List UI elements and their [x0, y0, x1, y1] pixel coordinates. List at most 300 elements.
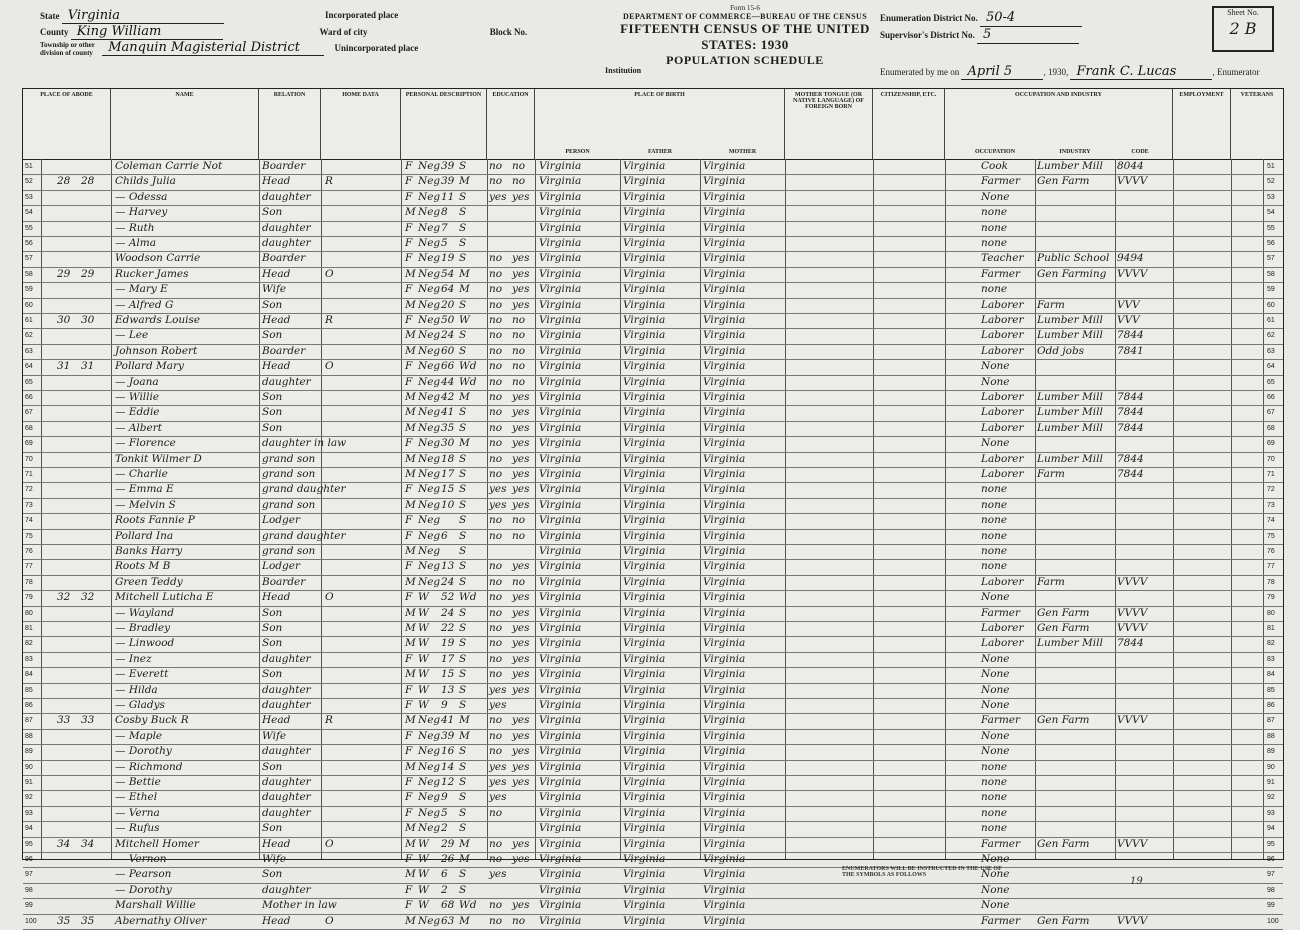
person-name: Pollard Mary [115, 360, 184, 373]
line-number-left: 65 [25, 378, 33, 386]
school-cell: no [489, 914, 503, 927]
race-cell: Neg [418, 406, 441, 419]
sex-cell: F [405, 652, 413, 665]
birthplace-person: Virginia [539, 375, 582, 388]
dwelling-number [57, 606, 77, 621]
line-number-left: 53 [25, 193, 33, 201]
age-cell [441, 513, 457, 528]
marital-cell: Wd [459, 375, 477, 388]
footer-stamp: 19 [1130, 876, 1143, 887]
occupation-cell: Laborer [981, 421, 1024, 434]
birthplace-father: Virginia [623, 529, 666, 542]
occupation-cell: None [981, 591, 1010, 604]
line-number: 53 [1267, 193, 1275, 201]
table-row [23, 390, 1283, 406]
school-cell: yes [489, 699, 507, 711]
relation-cell: Mother in law [262, 899, 337, 912]
race-cell: Neg [418, 160, 441, 172]
school-cell: no [489, 391, 503, 403]
race-cell: Neg [418, 514, 441, 527]
race-cell: Neg [418, 190, 441, 203]
marital-cell: S [459, 776, 467, 788]
sex-cell: M [405, 760, 416, 773]
home-tenure [325, 390, 339, 405]
home-tenure [325, 729, 339, 744]
school-cell: no [489, 637, 503, 650]
sex-cell: M [405, 498, 416, 511]
age-cell: 29 [441, 837, 455, 850]
school-cell: no [489, 468, 503, 480]
person-name: — Willie [115, 391, 160, 403]
marital-cell: S [459, 190, 467, 203]
line-number: 67 [1267, 409, 1275, 417]
marital-cell: M [459, 914, 470, 927]
person-name: Roots M B [115, 560, 171, 573]
line-number: 65 [1267, 378, 1275, 386]
person-name: — Eddie [115, 406, 160, 419]
marital-cell: S [459, 806, 467, 819]
line-number-left: 79 [25, 594, 33, 602]
line-number-left: 77 [25, 563, 33, 571]
code-cell: VVVV [1117, 622, 1148, 634]
line-number: 74 [1267, 517, 1275, 525]
dwelling-number [57, 405, 77, 420]
table-row [23, 421, 1283, 437]
relation-cell: Son [262, 606, 283, 619]
table-row [23, 467, 1283, 483]
read-cell: no [512, 160, 526, 172]
industry-cell [1037, 898, 1115, 913]
industry-cell [1037, 375, 1115, 390]
dwelling-number: 35 [57, 914, 71, 927]
race-cell: W [418, 853, 429, 865]
home-tenure [325, 205, 339, 220]
race-cell: Neg [418, 298, 441, 311]
person-name: — Pearson [115, 868, 172, 881]
code-cell: VVVV [1117, 175, 1148, 188]
read-cell [512, 205, 534, 220]
race-cell: W [418, 668, 429, 681]
family-number [81, 744, 101, 759]
family-number [81, 436, 101, 451]
birthplace-mother: Virginia [703, 545, 746, 557]
line-number-left: 56 [25, 240, 33, 247]
school-cell: no [489, 853, 503, 865]
home-tenure [325, 898, 339, 913]
birthplace-mother: Virginia [703, 344, 746, 357]
line-number-left: 93 [25, 809, 33, 817]
race-cell: Neg [418, 206, 441, 219]
person-name: — Alfred G [115, 298, 174, 311]
occupation-cell: Cook [981, 160, 1009, 172]
person-name: — Charlie [115, 468, 168, 480]
line-number-left: 96 [25, 856, 33, 863]
line-number-left: 95 [25, 840, 33, 848]
code-cell: 8044 [1117, 160, 1144, 172]
sex-cell: F [405, 560, 413, 573]
relation-cell: daughter in law [262, 437, 347, 450]
line-number: 79 [1267, 594, 1275, 602]
dwelling-number: 34 [57, 837, 71, 850]
line-number: 63 [1267, 347, 1275, 355]
line-number-left: 67 [25, 409, 33, 417]
col-mother-tongue: MOTHER TONGUE (OR NATIVE LANGUAGE) OF FOREIGN BORN [785, 89, 873, 159]
family-number [81, 898, 101, 913]
age-cell: 54 [441, 267, 455, 280]
industry-cell: Gen Farm [1037, 606, 1090, 619]
table-row [23, 159, 1283, 175]
relation-cell: grand daughter [262, 483, 346, 496]
marital-cell: S [459, 699, 467, 711]
age-cell: 68 [441, 899, 455, 912]
birthplace-mother: Virginia [703, 406, 746, 419]
sex-cell: M [405, 868, 416, 881]
line-number: 55 [1267, 224, 1275, 232]
school-cell: no [489, 714, 503, 727]
line-number: 91 [1267, 779, 1275, 786]
read-cell [512, 544, 534, 559]
birthplace-person: Virginia [539, 591, 582, 604]
read-cell: yes [512, 483, 530, 496]
occupation-industry-title: OCCUPATION AND INDUSTRY [1015, 92, 1102, 98]
dwelling-number [57, 344, 77, 359]
industry-cell: Farm [1037, 468, 1065, 480]
person-name: — Albert [115, 421, 162, 434]
relation-cell: Wife [262, 729, 287, 742]
birthplace-mother: Virginia [703, 837, 746, 850]
line-number-left: 85 [25, 686, 33, 694]
birthplace-father: Virginia [623, 267, 666, 280]
dwelling-number [57, 667, 77, 682]
dwelling-number: 33 [57, 714, 71, 727]
age-cell: 50 [441, 314, 455, 326]
census-title: FIFTEENTH CENSUS OF THE UNITED STATES: 1930 [620, 21, 870, 52]
sex-cell: F [405, 175, 413, 188]
person-name: Pollard Ina [115, 529, 174, 542]
birthplace-mother: Virginia [703, 329, 746, 342]
read-cell: no [512, 375, 526, 388]
read-cell: yes [512, 391, 530, 403]
birthplace-person: Virginia [539, 514, 582, 527]
marital-cell: M [459, 437, 470, 450]
dwelling-number [57, 760, 77, 775]
relation-cell: Head [262, 914, 291, 927]
home-tenure [325, 636, 339, 651]
race-cell: Neg [418, 729, 441, 742]
code-cell [1117, 205, 1157, 220]
school-cell: no [489, 160, 503, 172]
person-name: Edwards Louise [115, 314, 201, 326]
birthplace-person: Virginia [539, 668, 582, 681]
home-tenure [325, 744, 339, 759]
birthplace-person: Virginia [539, 575, 582, 588]
family-number [81, 775, 101, 790]
line-number-left: 92 [25, 794, 33, 802]
col-employment: EMPLOYMENT [1173, 89, 1231, 159]
race-cell: Neg [418, 437, 441, 450]
industry-cell: Lumber Mill [1037, 391, 1103, 403]
marital-cell: S [459, 622, 467, 634]
occupation-cell: Laborer [981, 622, 1024, 634]
marital-cell: S [459, 883, 467, 896]
dwelling-number [57, 251, 77, 266]
age-cell: 16 [441, 745, 455, 758]
marital-cell: M [459, 267, 470, 280]
family-number [81, 205, 101, 220]
birthplace-person: Virginia [539, 699, 582, 711]
race-cell: Neg [418, 714, 441, 727]
header-right [880, 10, 1210, 44]
code-cell: 7844 [1117, 637, 1144, 650]
subhead-industry: INDUSTRY [1059, 149, 1091, 155]
table-row [23, 621, 1283, 637]
county-value: King William [71, 24, 223, 40]
age-cell: 22 [441, 622, 455, 634]
birthplace-mother: Virginia [703, 421, 746, 434]
birthplace-father: Virginia [623, 391, 666, 403]
industry-cell [1037, 282, 1115, 297]
home-tenure [325, 775, 339, 790]
occupation-cell: Laborer [981, 329, 1024, 342]
birthplace-father: Virginia [623, 498, 666, 511]
line-number-left: 99 [25, 902, 33, 910]
person-name: — Maple [115, 729, 163, 742]
line-number-left: 94 [25, 825, 33, 833]
read-cell: yes [512, 760, 530, 773]
code-cell [1117, 667, 1157, 682]
birthplace-father: Virginia [623, 375, 666, 388]
occupation-cell: None [981, 853, 1010, 865]
birthplace-person: Virginia [539, 468, 582, 480]
industry-cell [1037, 544, 1115, 559]
birthplace-father: Virginia [623, 591, 666, 604]
relation-cell: Son [262, 406, 283, 419]
read-cell: yes [512, 283, 530, 296]
code-cell [1117, 482, 1157, 497]
age-cell: 6 [441, 529, 448, 542]
supervisor-value: 5 [977, 27, 1079, 44]
subhead-father: FATHER [647, 149, 673, 155]
age-cell: 19 [441, 252, 455, 265]
home-tenure: O [325, 360, 334, 373]
line-number: 85 [1267, 686, 1275, 694]
school-cell: yes [489, 868, 507, 881]
age-cell: 6 [441, 868, 448, 881]
birthplace-father: Virginia [623, 853, 666, 865]
birthplace-father: Virginia [623, 452, 666, 465]
line-number: 69 [1267, 440, 1275, 448]
table-row [23, 790, 1283, 806]
birthplace-father: Virginia [623, 899, 666, 912]
birthplace-mother: Virginia [703, 437, 746, 450]
age-cell: 35 [441, 421, 455, 434]
marital-cell: S [459, 421, 467, 434]
dwelling-number: 31 [57, 360, 71, 373]
table-row [23, 575, 1283, 591]
sheet-number-box [1212, 6, 1274, 52]
age-cell: 19 [441, 637, 455, 650]
line-number: 90 [1267, 763, 1275, 771]
school-cell: no [489, 606, 503, 619]
occupation-cell: None [981, 375, 1010, 388]
read-cell: no [512, 329, 526, 342]
occupation-cell: Farmer [981, 606, 1021, 619]
header-left [40, 8, 600, 57]
school-cell: no [489, 406, 503, 419]
marital-cell: S [459, 560, 467, 573]
industry-cell [1037, 236, 1115, 251]
line-number-left: 66 [25, 394, 33, 401]
table-row [23, 498, 1283, 514]
marital-cell: S [459, 298, 467, 311]
sex-cell: M [405, 622, 416, 634]
place-of-birth-title: PLACE OF BIRTH [634, 92, 685, 98]
school-cell: no [489, 360, 503, 373]
dwelling-number [57, 221, 77, 236]
person-name: Marshall Willie [115, 899, 196, 912]
sex-cell: F [405, 699, 413, 711]
family-number [81, 652, 101, 667]
code-cell [1117, 559, 1157, 574]
line-number: 73 [1267, 501, 1275, 509]
sex-cell: M [405, 406, 416, 419]
birthplace-mother: Virginia [703, 622, 746, 634]
sex-cell: F [405, 437, 413, 450]
race-cell: Neg [418, 468, 441, 480]
race-cell: Neg [418, 175, 441, 188]
relation-cell: daughter [262, 776, 311, 788]
dwelling-number: 30 [57, 314, 71, 326]
relation-cell: Boarder [262, 575, 306, 588]
marital-cell: M [459, 391, 470, 403]
sex-cell: F [405, 591, 413, 604]
family-number [81, 544, 101, 559]
birthplace-father: Virginia [623, 776, 666, 788]
line-number: 64 [1267, 363, 1275, 371]
dwelling-number [57, 467, 77, 482]
age-cell: 10 [441, 498, 455, 511]
birthplace-person: Virginia [539, 868, 582, 881]
birthplace-mother: Virginia [703, 822, 746, 835]
table-row [23, 606, 1283, 622]
read-cell: yes [512, 498, 530, 511]
person-name: — Vernon [115, 853, 167, 865]
home-tenure [325, 606, 339, 621]
footer-instructions [22, 862, 1282, 892]
home-tenure [325, 529, 339, 544]
home-tenure [325, 344, 339, 359]
school-cell: no [489, 745, 503, 758]
birthplace-father: Virginia [623, 914, 666, 927]
relation-cell: daughter [262, 791, 311, 804]
code-cell: VVVV [1117, 606, 1148, 619]
read-cell: yes [512, 837, 530, 850]
line-number: 94 [1267, 825, 1275, 833]
table-row [23, 236, 1283, 252]
dwelling-number [57, 282, 77, 297]
birthplace-mother: Virginia [703, 206, 746, 219]
birthplace-father: Virginia [623, 637, 666, 650]
birthplace-mother: Virginia [703, 221, 746, 234]
school-cell: yes [489, 776, 507, 788]
dwelling-number [57, 744, 77, 759]
age-cell: 2 [441, 822, 448, 835]
code-cell: 7844 [1117, 421, 1144, 434]
line-number-left: 55 [25, 224, 33, 232]
school-cell [489, 221, 511, 236]
table-row [23, 698, 1283, 714]
birthplace-person: Virginia [539, 822, 582, 835]
race-cell: Neg [418, 822, 441, 835]
line-number-left: 86 [25, 702, 33, 709]
code-cell [1117, 806, 1157, 821]
age-cell: 41 [441, 406, 455, 419]
school-cell: yes [489, 190, 507, 203]
birthplace-mother: Virginia [703, 391, 746, 403]
birthplace-person: Virginia [539, 806, 582, 819]
birthplace-mother: Virginia [703, 529, 746, 542]
table-row [23, 636, 1283, 652]
col-name: NAME [111, 89, 259, 159]
school-cell: yes [489, 498, 507, 511]
home-tenure [325, 221, 339, 236]
enumerated-date: April 5 [961, 64, 1043, 80]
birthplace-father: Virginia [623, 622, 666, 634]
industry-cell [1037, 775, 1115, 790]
sex-cell: F [405, 791, 413, 804]
birthplace-person: Virginia [539, 545, 582, 557]
read-cell: yes [512, 190, 530, 203]
relation-cell: Lodger [262, 560, 300, 573]
line-number-left: 88 [25, 732, 33, 740]
relation-cell: Boarder [262, 252, 306, 265]
person-name: — Inez [115, 652, 152, 665]
sex-cell: M [405, 606, 416, 619]
relation-cell: Son [262, 668, 283, 681]
line-number: 57 [1267, 255, 1275, 263]
line-number-left: 72 [25, 486, 33, 494]
person-name: Green Teddy [115, 575, 183, 588]
school-cell: no [489, 560, 503, 573]
home-tenure [325, 806, 339, 821]
birthplace-mother: Virginia [703, 468, 746, 480]
home-tenure [325, 513, 339, 528]
marital-cell: S [459, 252, 467, 265]
birthplace-mother: Virginia [703, 683, 746, 696]
marital-cell: S [459, 529, 467, 542]
person-name: — Dorothy [115, 883, 172, 896]
age-cell: 39 [441, 160, 455, 172]
birthplace-person: Virginia [539, 452, 582, 465]
enumerator-name: Frank C. Lucas [1070, 64, 1212, 80]
code-cell [1117, 775, 1157, 790]
occupation-cell: none [981, 776, 1008, 788]
age-cell: 9 [441, 699, 448, 711]
birthplace-father: Virginia [623, 760, 666, 773]
dwelling-number [57, 498, 77, 513]
industry-cell [1037, 760, 1115, 775]
township-label: Township or other division of county [40, 40, 95, 57]
marital-cell: Wd [459, 591, 477, 604]
birthplace-father: Virginia [623, 437, 666, 450]
home-tenure [325, 375, 339, 390]
family-number [81, 375, 101, 390]
relation-cell: Head [262, 714, 291, 727]
dwelling-number [57, 559, 77, 574]
dwelling-number [57, 575, 77, 590]
col-place-of-birth [535, 89, 785, 159]
read-cell: yes [512, 591, 530, 604]
